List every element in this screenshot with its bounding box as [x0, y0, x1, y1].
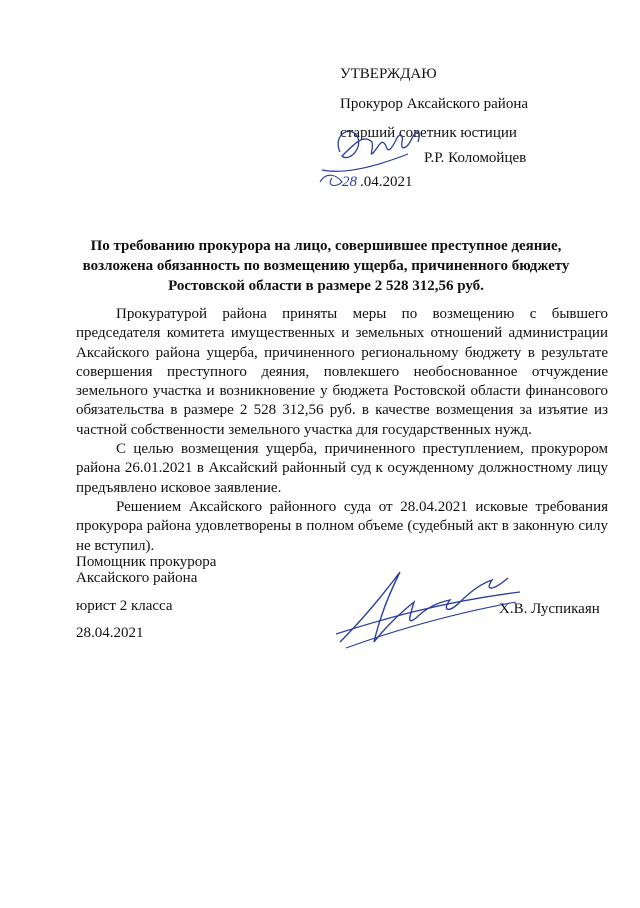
approval-rank: старший советник юстиции: [340, 125, 517, 141]
footer-position-line1: Помощник прокурора: [76, 554, 217, 570]
footer-position-line2: Аксайского района: [76, 570, 198, 586]
footer-rank: юрист 2 класса: [76, 598, 173, 614]
footer-name: Х.В. Луспикаян: [499, 601, 600, 617]
assistant-signature: [330, 562, 530, 654]
approver-signature: [312, 112, 432, 192]
approval-heading: УТВЕРЖДАЮ: [340, 66, 437, 82]
approval-position: Прокурор Аксайского района: [340, 96, 529, 112]
approval-name: Р.Р. Коломойцев: [424, 150, 527, 166]
approval-date: .04.2021: [360, 174, 413, 190]
document-body: [76, 305, 608, 556]
paragraph-2: С целью возмещения ущерба, причиненного преступлением, прокурором района 26.01.2021 в Аксайский районный суд к осужденному должностному лицу предъявлено исковое заявление.: [76, 441, 608, 496]
paragraph-3: Решением Аксайского районного суда от 28.04.2021 исковые требования прокурора района удовлетворены в полном объеме (судебный акт в законную силу не вступил).: [76, 498, 608, 554]
document-title: По требованию прокурора на лицо, совершившее преступное деяние, возложена обязанность по возмещению ущерба, причиненного бюджету Ростовской области в размере 2 528 312,56 руб.: [82, 238, 570, 294]
footer-date: 28.04.2021: [76, 625, 144, 641]
paragraph-1: Прокуратурой района приняты меры по возмещению с бывшего председателя комитета имущественных и земельных отношений администрации Аксайского района ущерба, причиненного региональному бюджету в результате совершения преступного деяния, повлекшего необоснованное отчуждение земельного участка и возникновение у бюджета Ростовской области финансового обязательства в размере 2 528 312,56 руб. в качестве возмещения за изъятие из частной собственности земельного участка для государственных нужд.: [76, 306, 608, 438]
approval-date-handwritten: 28: [342, 174, 357, 190]
